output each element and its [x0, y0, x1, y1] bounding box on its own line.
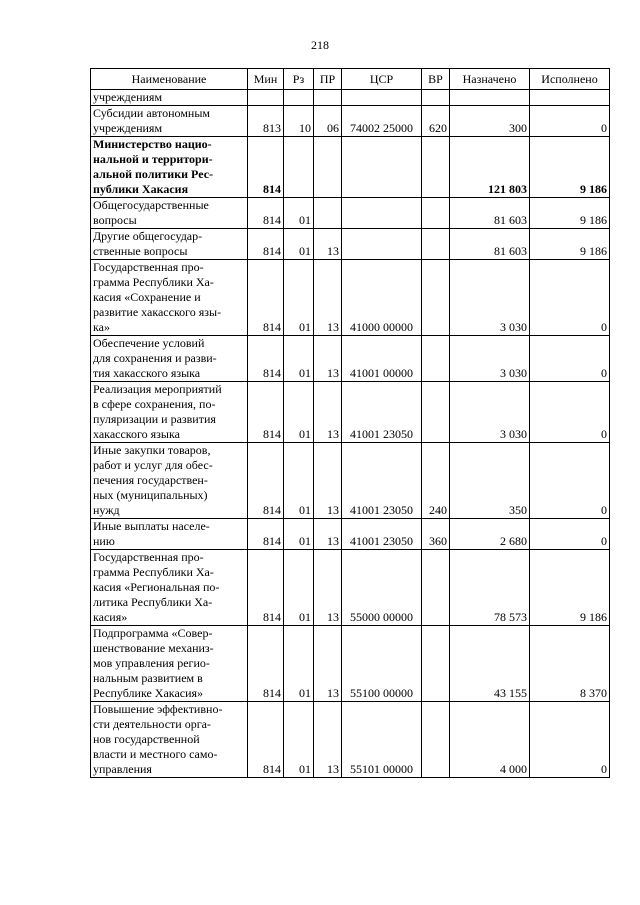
cell-plan: 4 000: [450, 702, 530, 778]
cell-pr: 13: [314, 260, 342, 336]
cell-done: [530, 90, 610, 106]
cell-name: Реализация мероприятий в сфере сохранения, по- пуляризации и развития хакасского языка: [91, 382, 248, 443]
cell-rz: 01: [284, 550, 314, 626]
cell-done: 0: [530, 106, 610, 137]
cell-csr: 41001 00000: [342, 336, 422, 382]
cell-min: 814: [248, 443, 284, 519]
cell-pr: 13: [314, 336, 342, 382]
cell-plan: 300: [450, 106, 530, 137]
cell-min: 814: [248, 382, 284, 443]
header-min: Мин: [248, 69, 284, 90]
cell-name: Повышение эффективно- сти деятельности орга- нов государственной власти и местного само- управления: [91, 702, 248, 778]
cell-rz: 10: [284, 106, 314, 137]
header-rz: Рз: [284, 69, 314, 90]
cell-plan: 350: [450, 443, 530, 519]
cell-csr: [342, 137, 422, 198]
cell-rz: 01: [284, 443, 314, 519]
cell-min: 814: [248, 260, 284, 336]
header-csr: ЦСР: [342, 69, 422, 90]
cell-min: 813: [248, 106, 284, 137]
table-row: [91, 336, 610, 382]
cell-vr: [422, 90, 450, 106]
table-row: [91, 443, 610, 519]
cell-done: 0: [530, 336, 610, 382]
table-row: [91, 382, 610, 443]
cell-vr: 240: [422, 443, 450, 519]
cell-csr: 41001 23050: [342, 443, 422, 519]
cell-name: Иные выплаты населе- нию: [91, 519, 248, 550]
cell-vr: [422, 336, 450, 382]
cell-pr: [314, 90, 342, 106]
cell-csr: 41000 00000: [342, 260, 422, 336]
cell-name: Подпрограмма «Совер- шенствование механиз- мов управления регио- нальным развитием в Республике Хакасия»: [91, 626, 248, 702]
header-plan: Назначено: [450, 69, 530, 90]
cell-csr: 55000 00000: [342, 550, 422, 626]
cell-plan: [450, 90, 530, 106]
cell-done: 9 186: [530, 550, 610, 626]
table-row: [91, 229, 610, 260]
cell-min: 814: [248, 626, 284, 702]
cell-csr: 41001 23050: [342, 519, 422, 550]
table-header-row: [91, 69, 610, 90]
cell-done: 9 186: [530, 198, 610, 229]
cell-vr: [422, 382, 450, 443]
cell-csr: 74002 25000: [342, 106, 422, 137]
cell-min: 814: [248, 550, 284, 626]
cell-pr: 13: [314, 626, 342, 702]
cell-min: 814: [248, 229, 284, 260]
cell-min: 814: [248, 336, 284, 382]
cell-csr: 41001 23050: [342, 382, 422, 443]
cell-name: Иные закупки товаров, работ и услуг для обес- печения государствен- ных (муниципальных) нужд: [91, 443, 248, 519]
cell-pr: [314, 198, 342, 229]
cell-done: 0: [530, 702, 610, 778]
page-number: 218: [311, 38, 329, 52]
cell-plan: 3 030: [450, 382, 530, 443]
cell-min: 814: [248, 702, 284, 778]
cell-name: Министерство нацио- нальной и территори- альной политики Рес- публики Хакасия: [91, 137, 248, 198]
table-row: [91, 137, 610, 198]
cell-vr: [422, 198, 450, 229]
cell-done: 0: [530, 519, 610, 550]
table-row: [91, 550, 610, 626]
cell-name: Другие общегосудар- ственные вопросы: [91, 229, 248, 260]
cell-csr: [342, 229, 422, 260]
cell-done: 8 370: [530, 626, 610, 702]
cell-name: Субсидии автономным учреждениям: [91, 106, 248, 137]
cell-pr: [314, 137, 342, 198]
cell-name: Обеспечение условий для сохранения и разви- тия хакасского языка: [91, 336, 248, 382]
cell-rz: 01: [284, 229, 314, 260]
cell-plan: 3 030: [450, 260, 530, 336]
table-row: [91, 90, 610, 106]
cell-vr: [422, 260, 450, 336]
cell-min: 814: [248, 198, 284, 229]
table-row: [91, 519, 610, 550]
cell-name: учреждениям: [91, 90, 248, 106]
cell-csr: [342, 198, 422, 229]
cell-done: 0: [530, 443, 610, 519]
cell-vr: 360: [422, 519, 450, 550]
cell-plan: 3 030: [450, 336, 530, 382]
table-row: [91, 260, 610, 336]
header-vr: ВР: [422, 69, 450, 90]
header-pr: ПР: [314, 69, 342, 90]
cell-vr: [422, 626, 450, 702]
header-name: Наименование: [91, 69, 248, 90]
cell-done: 0: [530, 382, 610, 443]
cell-pr: 13: [314, 382, 342, 443]
cell-pr: 13: [314, 229, 342, 260]
cell-csr: 55100 00000: [342, 626, 422, 702]
cell-rz: 01: [284, 336, 314, 382]
cell-name: Государственная про- грамма Республики Ха- касия «Сохранение и развитие хакасского язы- ка»: [91, 260, 248, 336]
cell-vr: [422, 137, 450, 198]
cell-plan: 2 680: [450, 519, 530, 550]
cell-csr: [342, 90, 422, 106]
cell-csr: 55101 00000: [342, 702, 422, 778]
cell-rz: 01: [284, 626, 314, 702]
cell-min: 814: [248, 137, 284, 198]
table-row: [91, 626, 610, 702]
cell-rz: 01: [284, 260, 314, 336]
cell-done: 9 186: [530, 137, 610, 198]
cell-vr: [422, 702, 450, 778]
table-row: [91, 702, 610, 778]
cell-name: Общегосударственные вопросы: [91, 198, 248, 229]
budget-table: [90, 68, 610, 778]
cell-plan: 81 603: [450, 198, 530, 229]
cell-pr: 06: [314, 106, 342, 137]
cell-rz: 01: [284, 702, 314, 778]
table-body: [91, 90, 610, 778]
cell-name: Государственная про- грамма Республики Ха- касия «Региональная по- литика Республики Ха- касия»: [91, 550, 248, 626]
cell-pr: 13: [314, 519, 342, 550]
cell-min: 814: [248, 519, 284, 550]
cell-plan: 78 573: [450, 550, 530, 626]
cell-plan: 81 603: [450, 229, 530, 260]
cell-plan: 121 803: [450, 137, 530, 198]
header-done: Исполнено: [530, 69, 610, 90]
cell-rz: 01: [284, 198, 314, 229]
table-row: [91, 106, 610, 137]
cell-rz: [284, 137, 314, 198]
cell-pr: 13: [314, 702, 342, 778]
cell-min: [248, 90, 284, 106]
cell-rz: 01: [284, 382, 314, 443]
cell-vr: [422, 229, 450, 260]
cell-vr: [422, 550, 450, 626]
table-row: [91, 198, 610, 229]
cell-done: 0: [530, 260, 610, 336]
cell-done: 9 186: [530, 229, 610, 260]
cell-pr: 13: [314, 550, 342, 626]
cell-pr: 13: [314, 443, 342, 519]
cell-rz: 01: [284, 519, 314, 550]
cell-vr: 620: [422, 106, 450, 137]
cell-plan: 43 155: [450, 626, 530, 702]
cell-rz: [284, 90, 314, 106]
